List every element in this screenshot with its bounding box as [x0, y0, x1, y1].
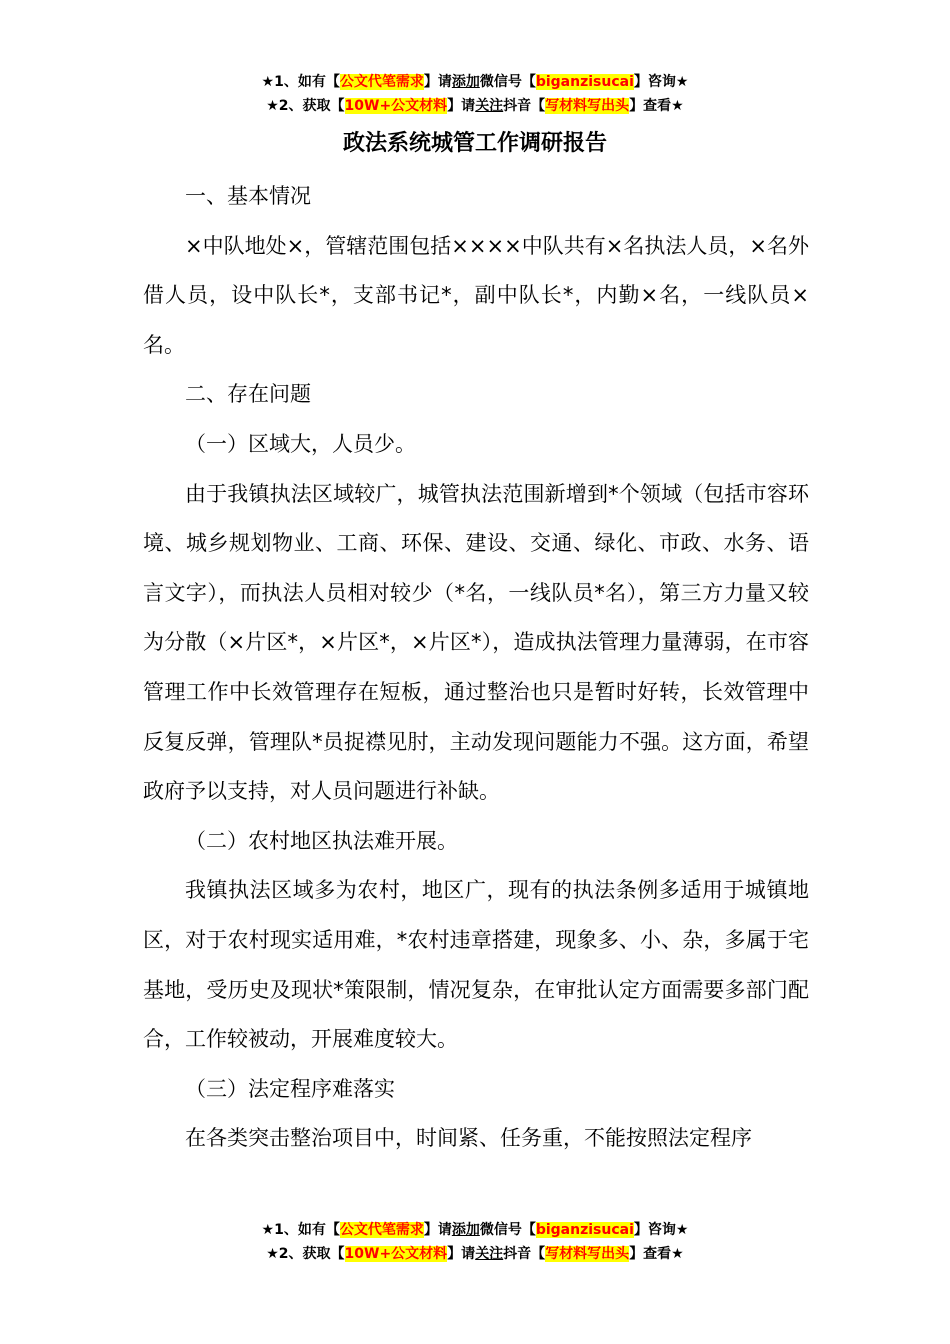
section-heading: 一、基本情况 [185, 184, 311, 208]
highlight-text: biganzisucai [535, 74, 634, 90]
promo-banner-bottom [0, 1218, 950, 1266]
body-paragraph: ×中队地处×，管辖范围包括××××中队共有×名执法人员，×名外借人员，设中队长*，支部书记*，副中队长*，内勤×名，一线队员×名。 [143, 233, 809, 357]
highlight-text: 10W+公文材料 [344, 1246, 448, 1262]
body-paragraph: 在各类突击整治项目中，时间紧、任务重，不能按照法定程序 [185, 1126, 752, 1151]
section-heading: 二、存在问题 [185, 382, 311, 407]
subsection-heading: （一）区域大，人员少。 [185, 431, 416, 456]
promo-banner-top [0, 70, 950, 118]
highlight-text: 10W+公文材料 [344, 98, 448, 114]
highlight-text: biganzisucai [535, 1222, 634, 1238]
promo-line-1: ★1、如有【公文代笔需求】请添加微信号【biganzisucai】咨询★ [261, 74, 689, 90]
subsection-heading: （三）法定程序难落实 [185, 1076, 395, 1101]
highlight-text: 写材料写出头 [545, 1246, 630, 1262]
document-title: 政法系统城管工作调研报告 [342, 131, 607, 156]
highlight-text: 公文代笔需求 [339, 74, 424, 90]
body-paragraph: 我镇执法区域多为农村，地区广，现有的执法条例多适用于城镇地区，对于农村现实适用难，*农村违章搭建，现象多、小、杂，多属于宅基地，受历史及现状*策限制，情况复杂，在审批认定方面需要多部门配合，工作较被动，开展难度较大。 [143, 878, 809, 1052]
highlight-text: 公文代笔需求 [339, 1222, 424, 1238]
promo-line-1: ★1、如有【公文代笔需求】请添加微信号【biganzisucai】咨询★ [261, 1222, 689, 1238]
promo-line-2: ★2、获取【10W+公文材料】请关注抖音【写材料写出头】查看★ [266, 1246, 684, 1262]
document-body [143, 172, 809, 1164]
body-paragraph: 由于我镇执法区域较广，城管执法范围新增到*个领域（包括市容环境、城乡规划物业、工商、环保、建设、交通、绿化、市政、水务、语言文字），而执法人员相对较少（*名，一线队员*名），第三方力量又较为分散（×片区*，×片区*，×片区*），造成执法管理力量薄弱，在市容管理工作中长效管理存在短板，通过整治也只是暂时好转，长效管理中反复反弹，管理队*员捉襟见肘，主动发现问题能力不强。这方面，希望政府予以支持，对人员问题进行补缺。 [143, 481, 809, 804]
highlight-text: 写材料写出头 [545, 98, 630, 114]
subsection-heading: （二）农村地区执法难开展。 [185, 828, 458, 853]
promo-line-2: ★2、获取【10W+公文材料】请关注抖音【写材料写出头】查看★ [266, 98, 684, 114]
